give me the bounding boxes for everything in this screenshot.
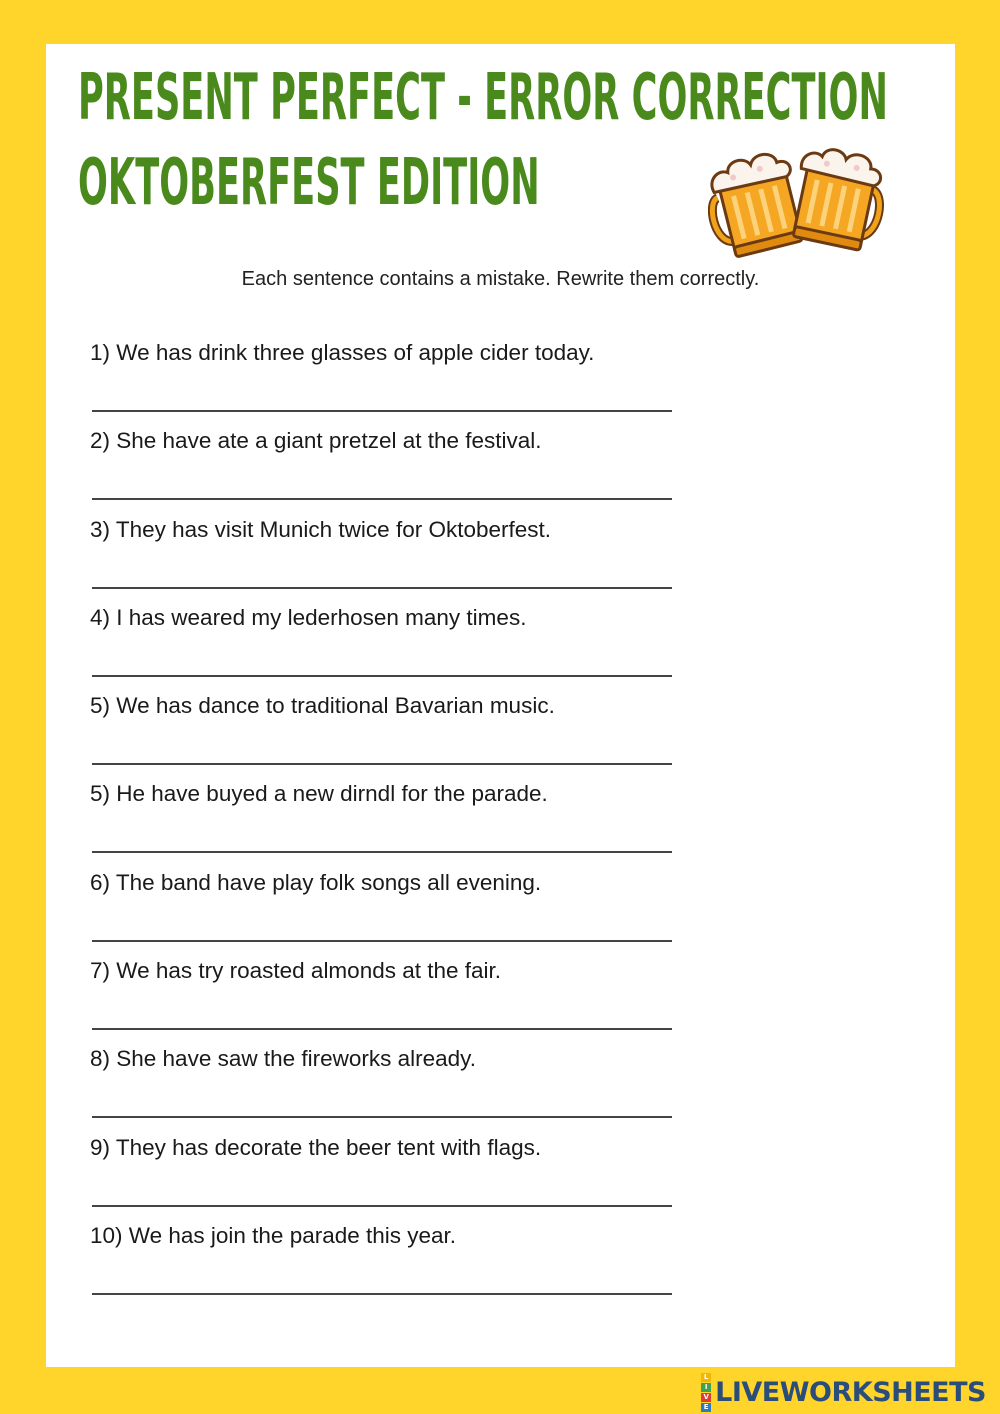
answer-line[interactable] — [92, 1205, 672, 1207]
exercise-item-11 — [90, 1223, 690, 1311]
answer-line[interactable] — [92, 763, 672, 765]
sentence-text: 3) They has visit Munich twice for Oktoberfest. — [90, 516, 552, 542]
instructions: Each sentence contains a mistake. Rewrite them correctly. — [241, 268, 760, 290]
answer-line[interactable] — [92, 1293, 672, 1295]
sentence-text: 9) They has decorate the beer tent with flags. — [90, 1134, 542, 1160]
exercise-item-1 — [90, 340, 690, 428]
answer-line[interactable] — [92, 851, 672, 853]
logo-letter: V — [701, 1393, 711, 1402]
sentence-text: 7) We has try roasted almonds at the fair. — [90, 958, 502, 984]
answer-line[interactable] — [92, 940, 672, 942]
brand-name: LIVEWORKSHEETS — [715, 1377, 986, 1408]
logo-letter: L — [701, 1373, 711, 1382]
sentence-text: 10) We has join the parade this year. — [90, 1222, 457, 1248]
sentence-text: 5) He have buyed a new dirndl for the parade. — [90, 781, 548, 807]
logo-letter: I — [701, 1383, 711, 1392]
exercise-item-3 — [90, 517, 690, 605]
answer-line[interactable] — [92, 1116, 672, 1118]
exercise-item-9 — [90, 1046, 690, 1134]
title-line-2: OKTOBERFEST EDITION — [78, 146, 540, 220]
worksheet-page — [46, 44, 955, 1367]
sentence-text: 6) The band have play folk songs all evening. — [90, 869, 542, 895]
logo-letter: E — [701, 1403, 711, 1412]
exercise-item-5 — [90, 693, 690, 781]
exercise-item-6 — [90, 781, 690, 869]
sentence-text: 8) She have saw the fireworks already. — [90, 1046, 477, 1072]
liveworksheets-brand[interactable] — [701, 1373, 986, 1412]
sentence-text: 1) We has drink three glasses of apple cider today. — [90, 340, 595, 365]
title-line-1: PRESENT PERFECT - ERROR CORRECTION — [78, 61, 888, 135]
exercise-item-4 — [90, 605, 690, 693]
answer-line[interactable] — [92, 1028, 672, 1030]
exercise-item-8 — [90, 958, 690, 1046]
sentence-text: 2) She have ate a giant pretzel at the festival. — [90, 428, 542, 454]
liveworksheets-logo-icon — [701, 1373, 711, 1412]
exercise-item-2 — [90, 428, 690, 516]
sentence-text: 4) I has weared my lederhosen many times. — [90, 604, 527, 630]
answer-line[interactable] — [92, 498, 672, 500]
beer-mugs-icon — [708, 140, 884, 260]
answer-line[interactable] — [92, 675, 672, 677]
exercise-list — [90, 340, 690, 1311]
exercise-item-10 — [90, 1135, 690, 1223]
sentence-text: 5) We has dance to traditional Bavarian music. — [90, 693, 555, 719]
answer-line[interactable] — [92, 587, 672, 589]
answer-line[interactable] — [92, 410, 672, 412]
exercise-item-7 — [90, 870, 690, 958]
